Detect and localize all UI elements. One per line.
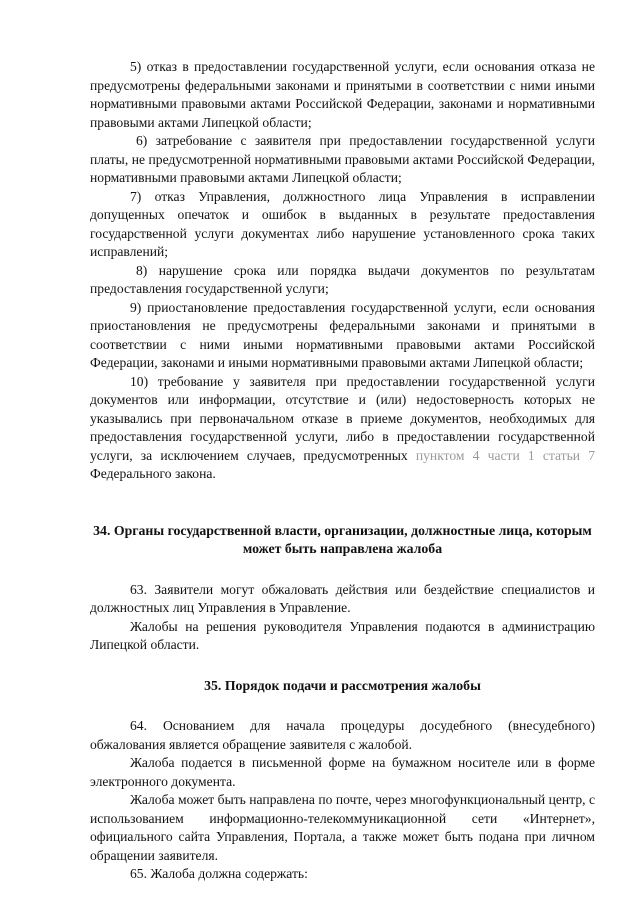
document-page — [90, 58, 595, 884]
paragraph-65: 65. Жалоба должна содержать: — [130, 866, 308, 881]
list-item-10 — [90, 373, 595, 484]
paragraph-complaints-admin: Жалобы на решения руководителя Управления подаются в администрацию Липецкой области. — [90, 618, 595, 652]
section-34-body — [90, 581, 595, 655]
list-item-8: 8) нарушение срока или порядка выдачи документов по результатам предоставления государственной услуги; — [90, 262, 595, 296]
paragraph-complaint-form: Жалоба подается в письменной форме на бумажном носителе или в форме электронного документа. — [90, 755, 595, 789]
list-item-10-text: 10) требование у заявителя при предоставлении государственной услуги документов или информации, отсутствие и (или) недостоверность которых не указывались при первоначальном отказе в приеме документов, необходимых для предоставления государственной услуги, либо в предоставлении государственной услуги, за исключением случаев, предусмотренных — [90, 373, 595, 463]
paragraph-complaint-channels: Жалоба может быть направлена по почте, через многофункциональный центр, с использованием информационно-телекоммуникационной сети «Интернет», официального сайта Управления, Портала, а также может быть подана при личном обращении заявителя. — [90, 792, 595, 863]
paragraph-63: 63. Заявители могут обжаловать действия или бездействие специалистов и должностных лиц Управления в Управление. — [90, 581, 595, 615]
section-35-body — [90, 717, 595, 884]
paragraph-64: 64. Основанием для начала процедуры досудебного (внесудебного) обжалования является обращение заявителя с жалобой. — [90, 718, 595, 752]
list-item-10-text-end: Федерального закона. — [90, 466, 216, 481]
section-35-heading: 35. Порядок подачи и рассмотрения жалобы — [204, 677, 481, 693]
list-item-5: 5) отказ в предоставлении государственной услуги, если основания отказа не предусмотрены федеральными законами и принятыми в соответствии с ними иными нормативными правовыми актами Российской Федерации, законами и нормативными правовыми актами Липецкой области; — [90, 59, 595, 130]
list-item-9: 9) приостановление предоставления государственной услуги, если основания приостановления не предусмотрены федеральными законами и принятыми в соответствии с ними иными нормативными правовыми актами Российской Федерации, законами и иными нормативными правовыми актами Липецкой области; — [90, 299, 595, 370]
list-item-7: 7) отказ Управления, должностного лица Управления в исправлении допущенных опечаток и ошибок в выданных в результате предоставления государственной услуги документах либо нарушение установленного срока таких исправлений; — [90, 188, 595, 259]
list-item-10-faded-reference: пунктом 4 части 1 статьи 7 — [415, 447, 595, 463]
list-item-6: 6) затребование с заявителя при предоставлении государственной услуги платы, не предусмотренной нормативными правовыми актами Российской Федерации, нормативными правовыми актами Липецкой области; — [90, 133, 595, 185]
section-34-heading: 34. Органы государственной власти, организации, должностные лица, которым может быть направлена жалоба — [93, 522, 592, 556]
